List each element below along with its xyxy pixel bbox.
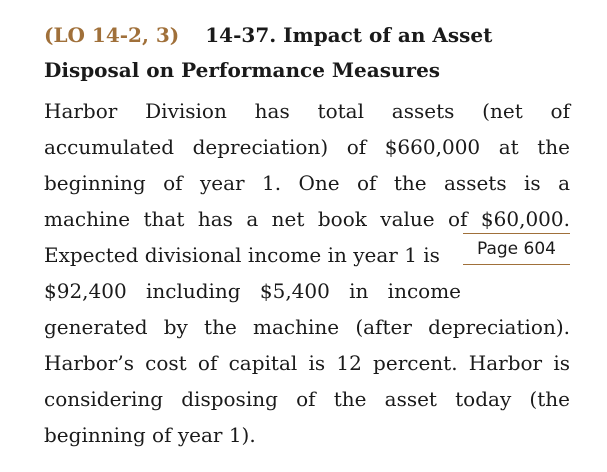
problem-title-line-2: Disposal on Performance Measures [44,58,441,82]
body-line: $92,400 including $5,400 in income [44,279,461,303]
body-line: Harbor Division has total assets (net of [44,99,570,123]
body-line: Harbor’s cost of capital is 12 percent. Harbor is [44,351,570,375]
body-line: generated by the machine (after depreciation). [44,315,570,339]
body-line: beginning of year 1). [44,423,256,447]
body-line: considering disposing of the asset today (the [44,387,570,411]
problem-number: 14-37. [205,23,277,47]
body-line: beginning of year 1. One of the assets is a [44,171,570,195]
problem-body [44,93,570,453]
learning-objective-label: (LO 14-2, 3) [44,23,180,47]
body-line: machine that has a net book value of $60,000. [44,207,570,231]
textbook-page [44,18,570,453]
page-number-marker: Page 604 [463,233,570,265]
body-line: Expected divisional income in year 1 is [44,243,440,267]
problem-heading [44,18,570,88]
body-line: accumulated depreciation) of $660,000 at the [44,135,570,159]
problem-title-line-1: Impact of an Asset [283,23,493,47]
